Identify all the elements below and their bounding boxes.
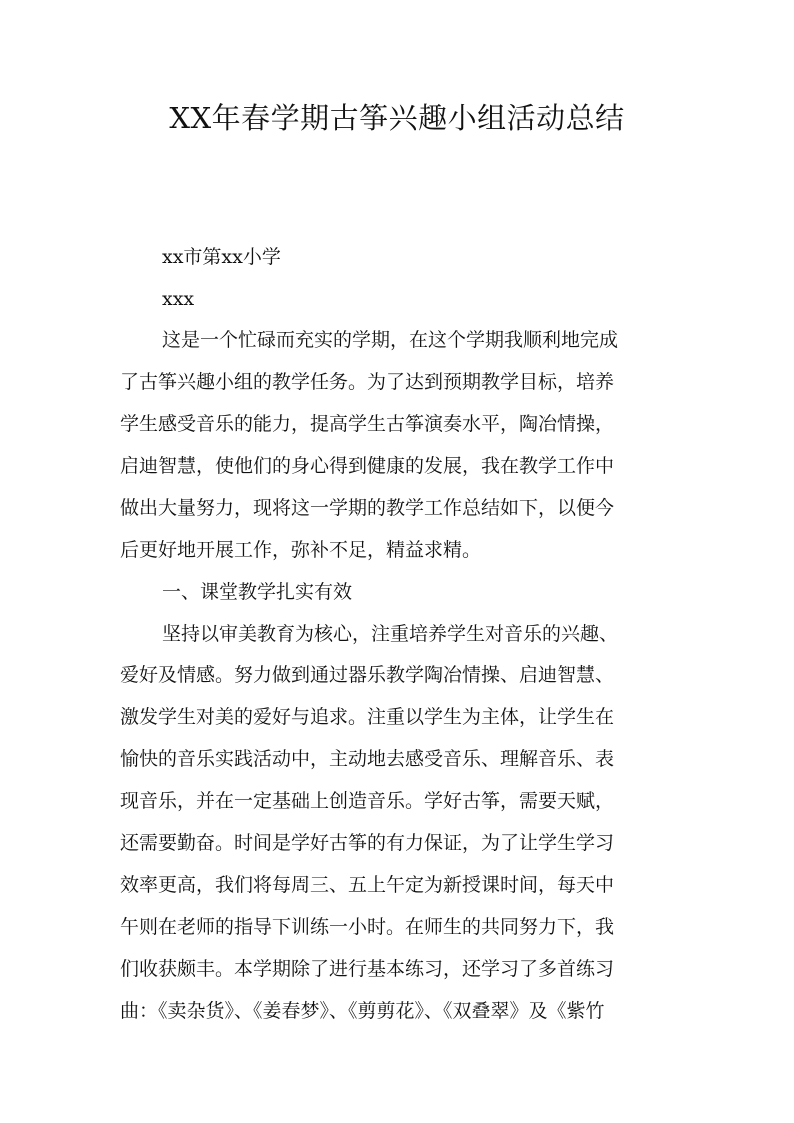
paragraph-line: 曲：《卖杂货》、《姜春梦》、《剪剪花》、《双叠翠》及《紫竹 [120, 1000, 605, 1022]
author-name: xxx [162, 288, 195, 310]
paragraph-line: 这是一个忙碌而充实的学期，在这个学期我顺利地完成 [162, 329, 619, 351]
school-name: xx市第xx小学 [162, 246, 281, 268]
paragraph-line: 做出大量努力，现将这一学期的教学工作总结如下，以便今 [120, 497, 615, 519]
paragraph-line: 还需要勤奋。时间是学好古筝的有力保证，为了让学生学习 [120, 832, 615, 854]
paragraph-line: 了古筝兴趣小组的教学任务。为了达到预期教学目标，培养 [120, 371, 615, 393]
paragraph-line: 们收获颇丰。本学期除了进行基本练习，还学习了多首练习 [120, 958, 615, 980]
paragraph-line: 愉快的音乐实践活动中，主动地去感受音乐、理解音乐、表 [120, 748, 615, 770]
document-title: XX年春学期古筝兴趣小组活动总结 [169, 101, 625, 135]
paragraph-line: 启迪智慧，使他们的身心得到健康的发展，我在教学工作中 [120, 455, 615, 477]
paragraph-line: 学生感受音乐的能力，提高学生古筝演奏水平，陶冶情操， [120, 413, 615, 435]
paragraph-line: 午则在老师的指导下训练一小时。在师生的共同努力下，我 [120, 916, 615, 938]
paragraph-line: 后更好地开展工作，弥补不足，精益求精。 [120, 539, 482, 561]
paragraph-line: 爱好及情感。努力做到通过器乐教学陶冶情操、启迪智慧、 [120, 664, 615, 686]
paragraph-line: 效率更高，我们将每周三、五上午定为新授课时间，每天中 [120, 874, 615, 896]
section-heading: 一、课堂教学扎实有效 [162, 581, 353, 603]
paragraph-line: 现音乐，并在一定基础上创造音乐。学好古筝，需要天赋， [120, 790, 615, 812]
paragraph-line: 坚持以审美教育为核心，注重培养学生对音乐的兴趣、 [162, 623, 619, 645]
paragraph-line: 激发学生对美的爱好与追求。注重以学生为主体，让学生在 [120, 706, 615, 728]
